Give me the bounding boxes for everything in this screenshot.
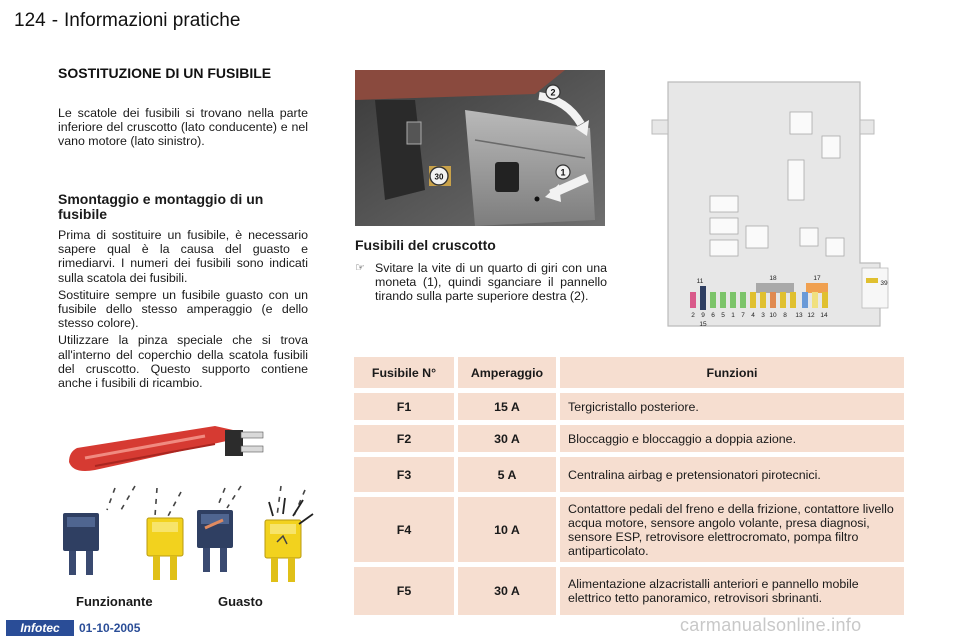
page-title: Informazioni pratiche: [64, 10, 241, 31]
fuse-navy-good: [63, 513, 99, 575]
fuse-number: F1: [354, 393, 454, 420]
diagram-label: 3: [761, 312, 765, 319]
header-functions: Funzioni: [560, 357, 904, 388]
fuse-number: F4: [354, 497, 454, 562]
diagram-label: 11: [696, 278, 704, 285]
diagram-label: 8: [783, 312, 787, 319]
diagram-label: 39: [880, 280, 888, 287]
callout-1: 1: [560, 167, 566, 178]
section-title-remove-install: Smontaggio e montaggio di un fusibile: [58, 191, 264, 222]
paragraph: Sostituire sempre un fusibile guasto con un fusibile dello stesso amperaggio (e dello stesso colore).: [58, 287, 308, 331]
diagram-label: 13: [795, 312, 803, 319]
fuse-number: F2: [354, 425, 454, 452]
fuse-amperage: 30 A: [458, 425, 556, 452]
callout-2: 2: [550, 87, 556, 98]
fuse-table: [354, 357, 904, 620]
diagram-label: 17: [813, 275, 821, 282]
section-title-fuse-replacement: SOSTITUZIONE DI UN FUSIBILE: [58, 65, 272, 81]
fuse-amperage: 5 A: [458, 457, 556, 492]
fuse-functions: Alimentazione alzacristalli anteriori e pannello mobile elettrico tetto panoramico, retrovisori sbrinanti.: [560, 567, 904, 615]
paragraph: Prima di sostituire un fusibile, è necessario sapere qual è la causa del guasto e rimediarvi. I numeri dei fusibili sono indicati sulla scatola dei fusibili.: [58, 228, 308, 285]
fuse-number: F3: [354, 457, 454, 492]
brand-logo: Infotec: [6, 620, 74, 636]
header-amperage: Amperaggio: [458, 357, 556, 388]
diagram-label: 14: [820, 312, 828, 319]
fuse-yellow-good: [147, 518, 183, 580]
fuse-functions: Bloccaggio e bloccaggio a doppia azione.: [560, 425, 904, 452]
remove-install-text: [58, 228, 308, 393]
section-title-dashboard-fuses: Fusibili del cruscotto: [355, 237, 496, 253]
diagram-label: 10: [769, 312, 777, 319]
table-row: [354, 497, 904, 562]
fuse-navy-blown: [197, 510, 233, 572]
diagram-label: 7: [741, 312, 745, 319]
fuse-label-good: Funzionante: [76, 594, 153, 609]
page-number: 124: [14, 10, 46, 31]
fuse-functions: Centralina airbag e pretensionatori pirotecnici.: [560, 457, 904, 492]
fuse-functions: Contattore pedali del freno e della frizione, contattore livello acqua motore, sensore angolo volante, presa diagnosi, sensore ESP, retrovisore elettrocromato, pompa filtro antiparticolato.: [560, 497, 904, 562]
diagram-label: 6: [711, 312, 715, 319]
diagram-label: 9: [701, 312, 705, 319]
fuse-yellow-blown: [265, 520, 301, 582]
fuse-box-location-text: Le scatole dei fusibili si trovano nella parte inferiore del cruscotto (lato conducente) e nel vano motore (lato sinistro).: [58, 106, 308, 149]
publication-date: 01-10-2005: [79, 621, 141, 635]
diagram-label: 5: [721, 312, 725, 319]
diagram-label: 2: [691, 312, 695, 319]
dashboard-fuse-panel-photo: [355, 70, 605, 226]
fuse-number: F5: [354, 567, 454, 615]
table-header-row: [354, 357, 904, 388]
instruction-text: Svitare la vite di un quarto di giri con una moneta (1), quindi sganciare il pannello tirando sulla parte superiore destra (2).: [375, 261, 607, 304]
diagram-label: 15: [699, 321, 707, 328]
diagram-label: 4: [751, 312, 755, 319]
callout-30: 30: [434, 172, 444, 182]
watermark: carmanualsonline.info: [680, 615, 862, 635]
fuse-functions: Tergicristallo posteriore.: [560, 393, 904, 420]
diagram-label: 12: [807, 312, 815, 319]
pointing-hand-icon: ☞: [355, 262, 365, 274]
fuse-amperage: 15 A: [458, 393, 556, 420]
fuse-puller-tool: [69, 426, 263, 471]
header-fuse: Fusibile N°: [354, 357, 454, 388]
table-row: [354, 457, 904, 492]
fuse-box-diagram: [650, 78, 908, 330]
diagram-label: 18: [769, 275, 777, 282]
fuse-amperage: 10 A: [458, 497, 556, 562]
header-separator: -: [51, 10, 59, 31]
fuse-puller-illustration: [55, 418, 317, 593]
paragraph: Utilizzare la pinza speciale che si trova all'interno del coperchio della scatola fusibili del cruscotto. Questo supporto contiene anche i fusibili di ricambio.: [58, 333, 308, 391]
diagram-label: 1: [731, 312, 735, 319]
table-row: [354, 393, 904, 420]
fuse-amperage: 30 A: [458, 567, 556, 615]
dashboard-fuses-instruction: [355, 261, 607, 304]
fuse-label-bad: Guasto: [218, 594, 263, 609]
table-row: [354, 425, 904, 452]
table-row: [354, 567, 904, 615]
page-header: [14, 10, 240, 32]
